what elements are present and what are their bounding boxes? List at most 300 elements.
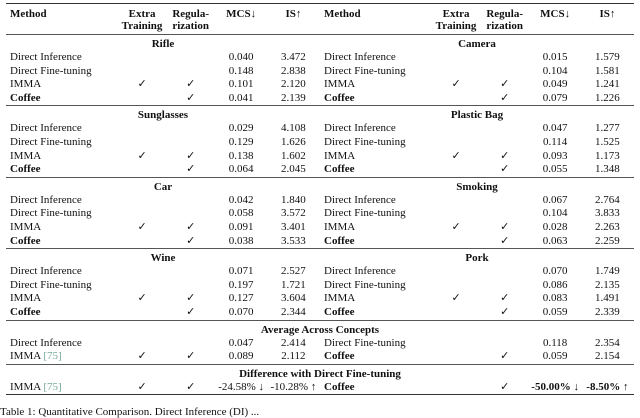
check-icon: ✓ — [186, 149, 196, 162]
method-name: Coffee — [324, 350, 355, 363]
extra-training-cell — [432, 337, 480, 351]
section-title: Pork — [465, 252, 489, 265]
method-cell — [320, 194, 432, 208]
table-row — [6, 51, 634, 65]
check-icon: ✓ — [500, 234, 510, 247]
regularization-cell — [480, 51, 530, 65]
section-title-row — [6, 365, 634, 381]
method-name: Direct Fine-tuning — [10, 135, 92, 148]
regularization-cell — [480, 65, 530, 79]
row-half — [6, 92, 320, 106]
mcs-value: 0.138 — [228, 149, 254, 162]
row-half — [6, 122, 320, 136]
table-row — [6, 235, 634, 249]
is-value: 2.764 — [595, 193, 620, 206]
method-name: Direct Fine-tuning — [324, 336, 406, 349]
is-value: 2.527 — [281, 265, 306, 278]
extra-training-cell — [432, 194, 480, 208]
is-value: 2.344 — [281, 305, 306, 318]
method-name: Coffee — [10, 234, 41, 247]
regularization-cell — [480, 337, 530, 351]
is-value: 1.749 — [595, 265, 620, 278]
header-reg: Regula- rization — [486, 8, 523, 32]
check-icon: ✓ — [137, 149, 147, 162]
row-half — [6, 337, 320, 351]
row-half — [6, 306, 320, 320]
section-half — [6, 106, 320, 122]
regularization-cell — [480, 279, 530, 293]
section-title-row — [6, 321, 634, 337]
method-name: Coffee — [324, 91, 355, 104]
regularization-cell — [166, 163, 216, 177]
mcs-value: 0.047 — [228, 336, 254, 349]
regularization-cell — [166, 78, 216, 92]
extra-training-cell — [118, 122, 166, 136]
regularization-cell — [480, 235, 530, 249]
method-cell — [6, 65, 118, 79]
is-value: 3.604 — [281, 292, 306, 305]
method-cell — [6, 279, 118, 293]
mcs-value: 0.028 — [542, 220, 568, 233]
method-cell — [6, 292, 118, 306]
extra-training-cell — [118, 136, 166, 150]
section-half — [6, 35, 320, 51]
method-cell — [320, 381, 432, 395]
is-value: 2.339 — [595, 305, 620, 318]
extra-training-cell — [118, 221, 166, 235]
mcs-value: 0.063 — [542, 234, 568, 247]
row-half — [320, 381, 634, 395]
regularization-cell — [166, 122, 216, 136]
is-value: 3.472 — [281, 51, 306, 63]
mcs-value: 0.101 — [228, 78, 254, 91]
mcs-value: 0.038 — [228, 234, 254, 247]
method-cell — [320, 51, 432, 65]
table-row — [6, 194, 634, 208]
is-value: 2.135 — [595, 278, 620, 291]
method-cell — [320, 279, 432, 293]
table-row — [6, 306, 634, 320]
bottom-rule — [6, 394, 634, 395]
is-value: 1.579 — [595, 51, 620, 63]
table-row — [6, 292, 634, 306]
extra-training-cell — [432, 65, 480, 79]
method-name: Coffee — [10, 91, 41, 104]
mcs-value: 0.114 — [542, 135, 568, 148]
header-is: IS↑ — [285, 8, 302, 20]
extra-training-cell — [118, 150, 166, 164]
table-row — [6, 381, 634, 395]
is-value: 1.581 — [595, 64, 620, 77]
method-name: Coffee — [324, 380, 355, 393]
method-name: IMMA — [10, 220, 42, 233]
method-name: Direct Fine-tuning — [324, 135, 406, 148]
regularization-cell — [480, 150, 530, 164]
mcs-value: 0.079 — [542, 91, 568, 104]
extra-training-cell — [432, 207, 480, 221]
is-value: 3.572 — [281, 207, 306, 220]
method-name: Direct Inference — [10, 122, 82, 135]
table-row — [6, 65, 634, 79]
row-half — [6, 221, 320, 235]
method-cell — [320, 306, 432, 320]
regularization-cell — [166, 279, 216, 293]
method-cell — [320, 92, 432, 106]
method-cell — [320, 265, 432, 279]
method-name: Direct Inference — [10, 336, 82, 349]
method-name: IMMA — [10, 78, 42, 91]
method-cell — [6, 92, 118, 106]
row-half — [320, 221, 634, 235]
row-half — [320, 306, 634, 320]
citation-link[interactable]: [75] — [43, 380, 62, 393]
section-half — [320, 35, 634, 51]
method-cell — [320, 78, 432, 92]
table-caption: Table 1: Quantitative Comparison. Direct Inference (DI) ... — [0, 406, 260, 418]
method-cell — [320, 221, 432, 235]
header-is: IS↑ — [599, 8, 616, 20]
row-half — [320, 194, 634, 208]
mcs-value: 0.127 — [228, 292, 254, 305]
extra-training-cell — [432, 306, 480, 320]
mcs-value: 0.029 — [228, 122, 254, 135]
is-value: -10.28% ↑ — [270, 380, 317, 393]
row-half — [6, 194, 320, 208]
regularization-cell — [166, 337, 216, 351]
mcs-value: 0.047 — [542, 122, 568, 135]
is-value: 2.263 — [595, 220, 620, 233]
extra-training-cell — [432, 350, 480, 364]
is-value: 3.533 — [281, 234, 306, 247]
method-name: Direct Inference — [10, 193, 82, 206]
header-half — [6, 6, 320, 32]
is-value: 2.838 — [281, 64, 306, 77]
mcs-value: 0.058 — [228, 207, 254, 220]
header-row — [6, 4, 634, 34]
method-cell — [320, 207, 432, 221]
mcs-value: 0.059 — [542, 305, 568, 318]
method-name: IMMA — [324, 292, 356, 305]
check-icon: ✓ — [186, 220, 196, 233]
extra-training-cell — [432, 265, 480, 279]
check-icon: ✓ — [451, 220, 461, 233]
method-name: IMMA — [10, 149, 42, 162]
regularization-cell — [480, 381, 530, 395]
regularization-cell — [166, 381, 216, 395]
row-half — [6, 78, 320, 92]
extra-training-cell — [432, 92, 480, 106]
check-icon: ✓ — [500, 305, 510, 318]
mcs-value: -50.00% ↓ — [531, 380, 579, 393]
row-half — [320, 279, 634, 293]
method-name: Coffee — [324, 305, 355, 318]
section-title-row — [6, 35, 634, 51]
extra-training-cell — [432, 279, 480, 293]
header-reg: Regula- rization — [172, 8, 209, 32]
method-name: Direct Fine-tuning — [324, 64, 406, 77]
row-half — [320, 51, 634, 65]
regularization-cell — [480, 163, 530, 177]
row-half — [320, 122, 634, 136]
extra-training-cell — [432, 150, 480, 164]
mcs-value: 0.086 — [542, 278, 568, 291]
check-icon: ✓ — [451, 78, 461, 91]
method-name: Direct Inference — [324, 193, 396, 206]
extra-training-cell — [118, 207, 166, 221]
method-name: Direct Inference — [10, 51, 82, 63]
check-icon: ✓ — [137, 292, 147, 305]
method-cell — [6, 150, 118, 164]
regularization-cell — [166, 207, 216, 221]
check-icon: ✓ — [186, 91, 196, 104]
table-row — [6, 265, 634, 279]
extra-training-cell — [118, 92, 166, 106]
regularization-cell — [166, 194, 216, 208]
check-icon: ✓ — [137, 220, 147, 233]
regularization-cell — [480, 306, 530, 320]
regularization-cell — [166, 265, 216, 279]
regularization-cell — [480, 221, 530, 235]
check-icon: ✓ — [500, 220, 510, 233]
method-cell — [6, 163, 118, 177]
mcs-value: 0.104 — [542, 207, 568, 220]
table-row — [6, 136, 634, 150]
check-icon: ✓ — [186, 292, 196, 305]
method-name: Direct Inference — [324, 265, 396, 278]
is-value: 1.241 — [595, 78, 620, 91]
results-table — [6, 3, 634, 395]
is-value: 1.721 — [281, 278, 306, 291]
is-value: 3.401 — [281, 220, 306, 233]
method-name: IMMA — [10, 350, 41, 363]
mcs-value: 0.083 — [542, 292, 568, 305]
regularization-cell — [480, 136, 530, 150]
regularization-cell — [480, 350, 530, 364]
section-half — [320, 106, 634, 122]
is-value: -8.50% ↑ — [586, 380, 629, 393]
section-title: Rifle — [151, 38, 175, 50]
extra-training-cell — [118, 350, 166, 364]
row-half — [6, 381, 320, 395]
method-name: Coffee — [10, 305, 41, 318]
row-half — [6, 207, 320, 221]
method-cell — [320, 292, 432, 306]
regularization-cell — [166, 350, 216, 364]
check-icon: ✓ — [500, 350, 510, 363]
regularization-cell — [166, 92, 216, 106]
row-half — [320, 337, 634, 351]
is-value: 1.626 — [281, 135, 306, 148]
extra-training-cell — [118, 265, 166, 279]
section-title: Smoking — [456, 180, 498, 193]
extra-training-cell — [432, 78, 480, 92]
method-name: Direct Fine-tuning — [10, 64, 92, 77]
section-title: Plastic Bag — [450, 109, 504, 122]
regularization-cell — [166, 235, 216, 249]
method-cell — [6, 136, 118, 150]
check-icon: ✓ — [500, 149, 510, 162]
section-title: Wine — [150, 252, 176, 265]
method-name: IMMA — [10, 380, 41, 393]
row-half — [320, 350, 634, 364]
extra-training-cell — [432, 292, 480, 306]
regularization-cell — [166, 51, 216, 65]
is-value: 1.277 — [595, 122, 620, 135]
mcs-value: 0.067 — [542, 193, 568, 206]
mcs-value: 0.197 — [228, 278, 254, 291]
extra-training-cell — [118, 65, 166, 79]
is-value: 1.491 — [595, 292, 620, 305]
method-cell — [6, 122, 118, 136]
method-cell — [6, 306, 118, 320]
section-half — [320, 249, 634, 265]
mcs-value: 0.042 — [228, 193, 254, 206]
regularization-cell — [480, 265, 530, 279]
method-name: IMMA — [10, 292, 42, 305]
mcs-value: 0.064 — [228, 163, 254, 176]
method-cell — [6, 337, 118, 351]
header-mcs: MCS↓ — [226, 8, 257, 20]
regularization-cell — [166, 136, 216, 150]
mcs-value: 0.148 — [228, 64, 254, 77]
mcs-value: 0.091 — [228, 220, 254, 233]
extra-training-cell — [432, 381, 480, 395]
method-cell — [320, 337, 432, 351]
citation-link[interactable]: [75] — [43, 350, 62, 363]
extra-training-cell — [432, 122, 480, 136]
row-half — [6, 51, 320, 65]
extra-training-cell — [118, 235, 166, 249]
extra-training-cell — [118, 163, 166, 177]
check-icon: ✓ — [500, 163, 510, 176]
section-title-row — [6, 249, 634, 265]
section-title: Car — [153, 180, 173, 193]
check-icon: ✓ — [186, 163, 196, 176]
is-value: 1.173 — [595, 149, 620, 162]
method-name: Direct Fine-tuning — [324, 278, 406, 291]
check-icon: ✓ — [137, 78, 147, 91]
regularization-cell — [480, 78, 530, 92]
table-row — [6, 78, 634, 92]
row-half — [320, 265, 634, 279]
mcs-value: 0.055 — [542, 163, 568, 176]
is-value: 1.840 — [281, 193, 306, 206]
method-name: Coffee — [324, 163, 355, 176]
mcs-value: 0.118 — [542, 336, 568, 349]
extra-training-cell — [432, 221, 480, 235]
method-cell — [6, 350, 118, 364]
extra-training-cell — [118, 194, 166, 208]
method-cell — [6, 194, 118, 208]
table-row — [6, 122, 634, 136]
regularization-cell — [166, 150, 216, 164]
is-value: 2.154 — [595, 350, 620, 363]
extra-training-cell — [118, 292, 166, 306]
row-half — [320, 150, 634, 164]
row-half — [320, 78, 634, 92]
mcs-value: 0.070 — [542, 265, 568, 278]
is-value: 2.045 — [281, 163, 306, 176]
check-icon: ✓ — [500, 380, 510, 393]
row-half — [320, 292, 634, 306]
method-cell — [320, 136, 432, 150]
regularization-cell — [480, 207, 530, 221]
method-name: IMMA — [324, 149, 356, 162]
check-icon: ✓ — [186, 380, 196, 393]
table-row — [6, 92, 634, 106]
row-half — [320, 207, 634, 221]
mcs-value: 0.015 — [542, 51, 568, 63]
extra-training-cell — [432, 136, 480, 150]
row-half — [320, 163, 634, 177]
header-method: Method — [324, 8, 361, 20]
regularization-cell — [480, 122, 530, 136]
is-value: 2.139 — [281, 91, 306, 104]
is-value: 2.120 — [281, 78, 306, 91]
row-half — [320, 136, 634, 150]
section-title: Sunglasses — [137, 109, 189, 122]
row-half — [6, 279, 320, 293]
row-half — [6, 292, 320, 306]
method-cell — [320, 350, 432, 364]
mcs-value: 0.089 — [228, 350, 254, 363]
check-icon: ✓ — [137, 350, 147, 363]
mcs-value: 0.041 — [228, 91, 254, 104]
method-cell — [6, 235, 118, 249]
is-value: 1.226 — [595, 91, 620, 104]
method-name: IMMA — [324, 220, 356, 233]
mcs-value: -24.58% ↓ — [218, 380, 265, 393]
table-row — [6, 221, 634, 235]
mcs-value: 0.070 — [228, 305, 254, 318]
mcs-value: 0.093 — [542, 149, 568, 162]
row-half — [6, 350, 320, 364]
is-value: 3.833 — [595, 207, 620, 220]
check-icon: ✓ — [186, 305, 196, 318]
check-icon: ✓ — [451, 292, 461, 305]
method-cell — [320, 235, 432, 249]
row-half — [6, 65, 320, 79]
method-cell — [320, 122, 432, 136]
section-half — [6, 178, 320, 194]
regularization-cell — [480, 92, 530, 106]
regularization-cell — [480, 292, 530, 306]
header-method: Method — [10, 8, 47, 20]
extra-training-cell — [118, 51, 166, 65]
mcs-value: 0.059 — [542, 350, 568, 363]
method-name: IMMA — [324, 78, 356, 91]
section-half — [320, 178, 634, 194]
check-icon: ✓ — [137, 380, 147, 393]
method-cell — [320, 163, 432, 177]
header-mcs: MCS↓ — [540, 8, 571, 20]
is-value: 2.354 — [595, 336, 620, 349]
method-name: Direct Fine-tuning — [324, 207, 406, 220]
is-value: 1.602 — [281, 149, 306, 162]
method-cell — [6, 265, 118, 279]
mcs-value: 0.104 — [542, 64, 568, 77]
regularization-cell — [166, 292, 216, 306]
extra-training-cell — [118, 337, 166, 351]
check-icon: ✓ — [451, 149, 461, 162]
row-half — [320, 65, 634, 79]
method-cell — [320, 150, 432, 164]
method-name: Coffee — [10, 163, 41, 176]
is-value: 2.112 — [281, 350, 306, 363]
header-extra: Extra Training — [435, 8, 477, 32]
method-cell — [320, 65, 432, 79]
method-name: Coffee — [324, 234, 355, 247]
